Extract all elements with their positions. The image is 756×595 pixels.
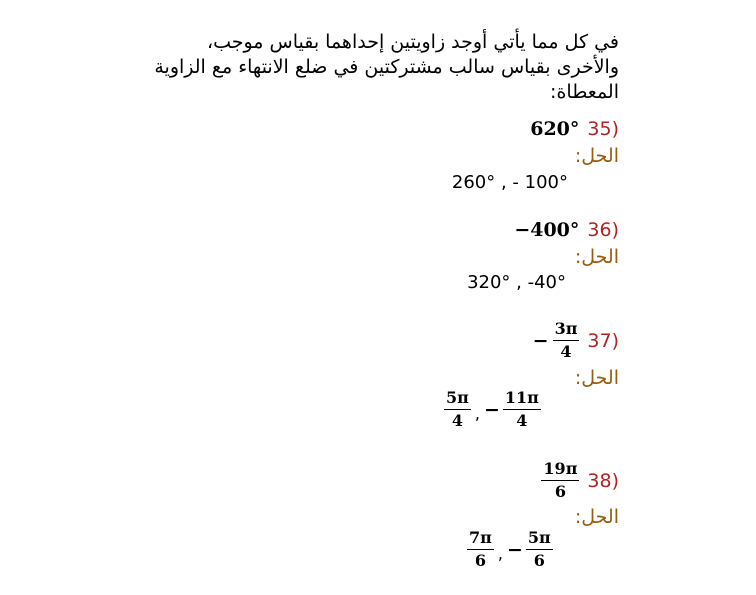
problem-36	[514, 219, 619, 241]
numerator: 5π	[444, 387, 471, 410]
problem-number: 36)	[587, 219, 619, 241]
given-angle-fraction	[541, 458, 579, 503]
separator: ,	[497, 544, 503, 563]
given-angle: 620°	[530, 118, 580, 140]
denominator: 4	[560, 342, 572, 361]
answer-row	[467, 527, 553, 572]
answer-fraction-2	[526, 527, 553, 572]
problem-38	[541, 458, 619, 503]
solution-label: الحل:	[574, 367, 619, 389]
answer-row	[444, 387, 541, 432]
answer-fraction-1	[444, 387, 471, 432]
answer-fraction-1	[467, 527, 494, 572]
denominator: 6	[474, 551, 486, 570]
minus-sign: −	[483, 398, 500, 421]
numerator: 11π	[503, 387, 541, 410]
problem-37	[533, 318, 619, 363]
numerator: 5π	[526, 527, 553, 550]
numerator: 3π	[553, 318, 580, 341]
solution-label: الحل:	[574, 145, 619, 167]
minus-sign: −	[532, 329, 549, 352]
answer-text: 320° , -40°	[467, 272, 566, 293]
solution-label: الحل:	[574, 246, 619, 268]
problem-number: 35)	[587, 118, 619, 140]
solution-label: الحل:	[574, 506, 619, 528]
numerator: 7π	[467, 527, 494, 550]
denominator: 6	[533, 551, 545, 570]
problem-number: 37)	[587, 329, 619, 352]
denominator: 4	[516, 411, 528, 430]
answer-fraction-2	[503, 387, 541, 432]
minus-sign: −	[506, 538, 523, 561]
numerator: 19π	[541, 458, 579, 481]
separator: ,	[474, 404, 480, 423]
given-angle-fraction	[553, 318, 580, 363]
problem-number: 38)	[587, 469, 619, 492]
given-angle: −400°	[514, 219, 580, 241]
answer-text: 260° , - 100°	[451, 172, 568, 193]
denominator: 6	[554, 482, 566, 501]
instructions-text: في كل مما يأتي أوجد زاويتين إحداهما بقياس موجب، والأخرى بقياس سالب مشتركتين في ضلع الانتهاء مع الزاوية المعطاة:	[154, 31, 619, 103]
problem-35	[530, 118, 619, 140]
denominator: 4	[451, 411, 463, 430]
